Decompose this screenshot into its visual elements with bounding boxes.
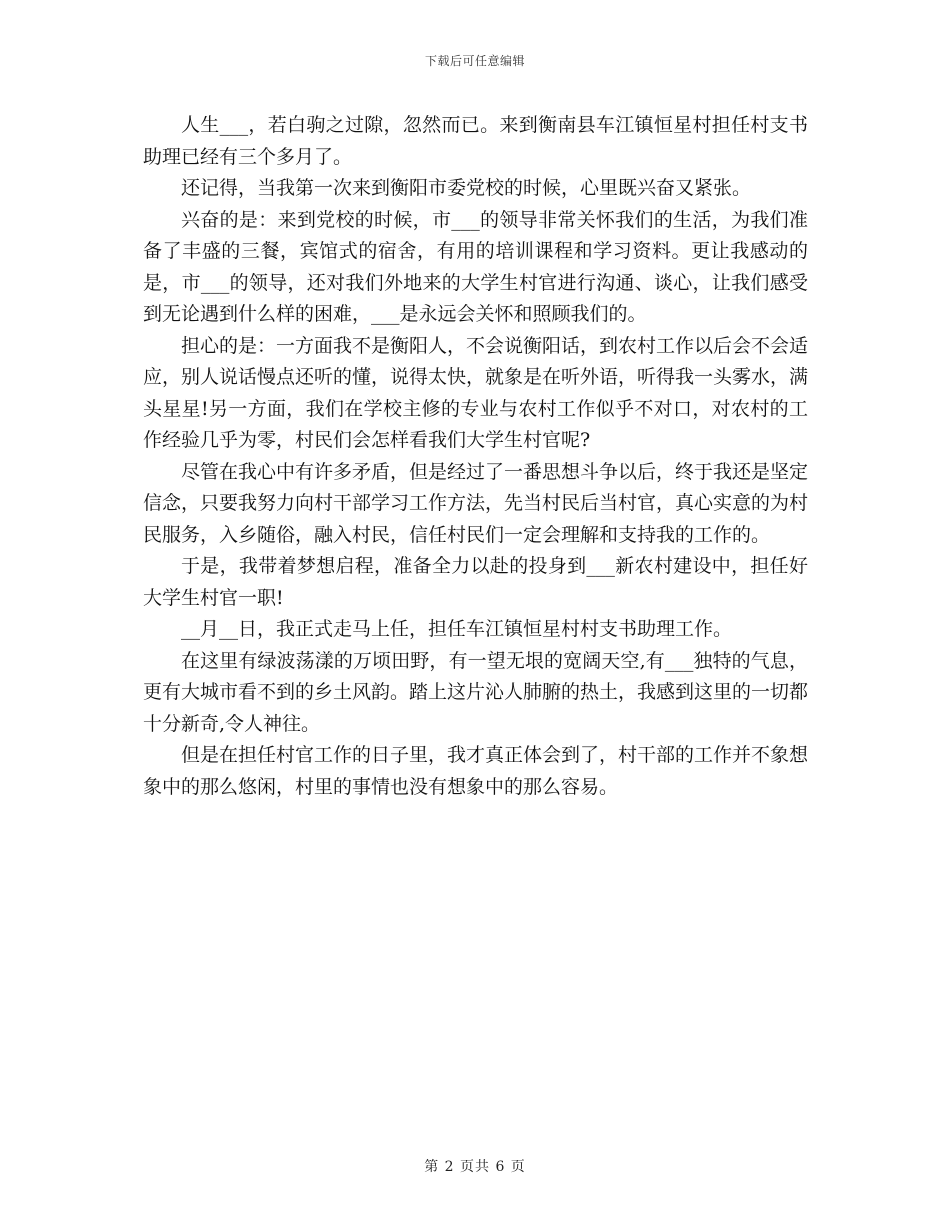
paragraph: __月__日，我正式走马上任，担任车江镇恒星村村支书助理工作。 bbox=[181, 618, 733, 640]
document-body bbox=[143, 110, 808, 803]
paragraph: 在这里有绿波荡漾的万顷田野，有一望无垠的宽阔天空,有___独特的气息，更有大城市看不到的乡土风韵。踏上这片沁人肺腑的热土，我感到这里的一切都十分新奇,令人神往。 bbox=[143, 649, 809, 735]
paragraph: 担心的是：一方面我不是衡阳人，不会说衡阳话，到农村工作以后会不会适应，别人说话慢点还听的懂，说得太快，就象是在听外语，听得我一头雾水，满头星星!另一方面，我们在学校主修的专业与农村工作似乎不对口，对农村的工作经验几乎为零，村民们会怎样看我们大学生村官呢? bbox=[143, 334, 809, 451]
paragraph: 尽管在我心中有许多矛盾，但是经过了一番思想斗争以后，终于我还是坚定信念，只要我努力向村干部学习工作方法，先当村民后当村官，真心实意的为村民服务，入乡随俗，融入村民，信任村民们一定会理解和支持我的工作的。 bbox=[143, 460, 809, 546]
paragraph: 兴奋的是：来到党校的时候，市___的领导非常关怀我们的生活，为我们准备了丰盛的三餐，宾馆式的宿舍，有用的培训课程和学习资料。更让我感动的是，市___的领导，还对我们外地来的大学生村官进行沟通、谈心，让我们感受到无论遇到什么样的困难，___是永远会关怀和照顾我们的。 bbox=[143, 208, 808, 325]
paragraph: 人生___，若白驹之过隙，忽然而已。来到衡南县车江镇恒星村担任村支书助理已经有三个多月了。 bbox=[143, 114, 808, 168]
page-header-note: 下载后可任意编辑 bbox=[424, 54, 525, 68]
page-number: 第 2 页共 6 页 bbox=[424, 1159, 526, 1175]
paragraph: 但是在担任村官工作的日子里，我才真正体会到了，村干部的工作并不象想象中的那么悠闲，村里的事情也没有想象中的那么容易。 bbox=[143, 744, 809, 798]
paragraph: 于是，我带着梦想启程，准备全力以赴的投身到___新农村建设中，担任好大学生村官一职! bbox=[143, 555, 808, 609]
paragraph: 还记得，当我第一次来到衡阳市委党校的时候，心里既兴奋又紧张。 bbox=[181, 177, 752, 199]
